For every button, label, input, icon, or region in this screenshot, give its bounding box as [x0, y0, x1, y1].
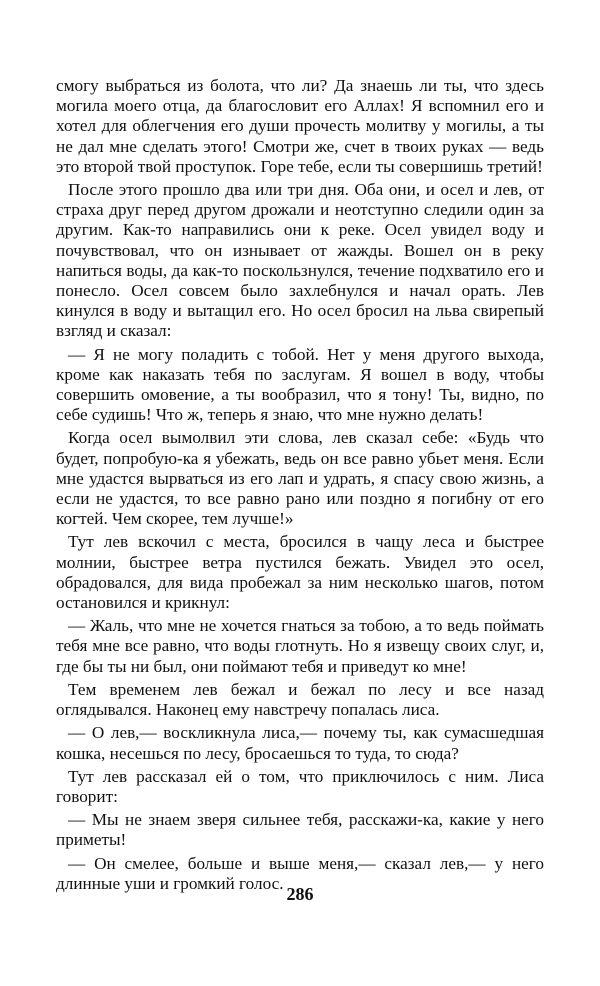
- paragraph-4: Когда осел вымолвил эти слова, лев сказал себе: «Будь что будет, попробую-ка я убежать, ведь он все равно убьет меня. Если мне удастся вырваться из его лап и удрать, я спасу свою жизнь, а если не удастся, то все равно рано или поздно я погибну от его когтей. Чем скорее, тем лучше!»: [56, 428, 544, 529]
- paragraph-11: — Он смелее, больше и выше меня,— сказал лев,— у него длинные уши и громкий голос.: [56, 853, 544, 893]
- paragraph-6: — Жаль, что мне не хочется гнаться за тобою, а то ведь поймать тебя мне все равно, что воды глотнуть. Но я извещу своих слуг, и, где бы ты ни был, они поймают тебя и приведут ко мне!: [56, 616, 544, 676]
- paragraph-9: Тут лев рассказал ей о том, что приключилось с ним. Лиса говорит:: [56, 766, 544, 806]
- paragraph-5: Тут лев вскочил с места, бросился в чащу леса и быстрее молнии, быстрее ветра пустился бежать. Увидел это осел, обрадовался, для вида пробежал за ним несколько шагов, потом остановился и крикнул:: [56, 532, 544, 613]
- paragraph-2: После этого прошло два или три дня. Оба они, и осел и лев, от страха друг перед другом дрожали и неотступно следили один за другим. Как-то направились они к реке. Осел увидел воду и почувствовал, что он изнывает от жажды. Вошел он в реку напиться воды, да как-то поскользнулся, течение подхватило его и понесло. Осел совсем было захлебнулся и начал орать. Лев кинулся в воду и вытащил его. Но осел бросил на льва свирепый взгляд и сказал:: [56, 180, 544, 341]
- paragraph-7: Тем временем лев бежал и бежал по лесу и все назад оглядывался. Наконец ему навстречу попалась лиса.: [56, 679, 544, 720]
- paragraph-10: — Мы не знаем зверя сильнее тебя, расскажи-ка, какие у него приметы!: [56, 810, 544, 850]
- paragraph-1: смогу выбраться из болота, что ли? Да знаешь ли ты, что здесь могила моего отца, да благословит его Аллах! Я вспомнил его и хотел для облегчения его души прочесть молитву у могилы, а ты не дал мне сделать этого! Смотри же, счет в твоих руках — ведь это второй твой проступок. Горе тебе, если ты совершишь третий!: [56, 76, 544, 176]
- paragraph-3: — Я не могу поладить с тобой. Нет у меня другого выхода, кроме как наказать тебя по заслугам. Я вошел в воду, чтобы совершить омовение, а ты вообразил, что я тону! Ты, видно, по себе судишь! Что ж, теперь я знаю, что мне нужно делать!: [56, 344, 544, 425]
- paragraph-8: — О лев,— воскликнула лиса,— почему ты, как сумасшедшая кошка, несешься по лесу, бросаешься то туда, то сюда?: [56, 723, 544, 763]
- page-body: [56, 76, 544, 897]
- page-number: 286: [286, 884, 314, 904]
